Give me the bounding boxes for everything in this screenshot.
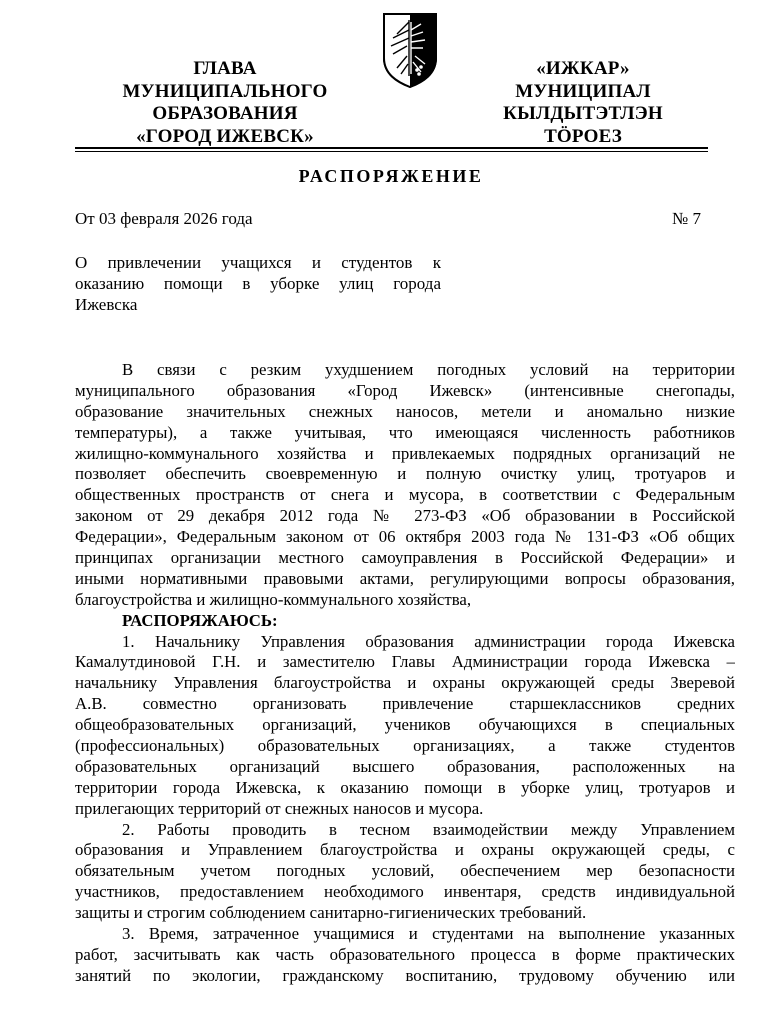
body-line: 1. Начальнику Управления образования администрации города Ижевска xyxy=(122,631,735,651)
document-title: РАСПОРЯЖЕНИЕ xyxy=(298,166,484,186)
body-line: муниципального образования «Город Ижевск» (интенсивные снегопады, xyxy=(75,380,735,400)
body-line: (профессиональных) образовательных организациях, а также студентов xyxy=(75,736,735,756)
body-line: защиты и строгим соблюдением санитарно-гигиенических требований. xyxy=(75,903,587,923)
body-line: принципах организации местного самоуправления в Российской Федерации» и xyxy=(75,548,735,568)
document-number: № 7 xyxy=(672,209,701,228)
body-line: 2. Работы проводить в тесном взаимодействии между Управлением xyxy=(122,819,735,839)
body-line: Федерации», Федеральным законом от 06 октября 2003 года № 131-ФЗ «Об общих xyxy=(75,527,735,547)
body-line: работ, засчитывать как часть образовательного процесса в форме практических xyxy=(75,944,735,964)
header-right-block xyxy=(478,58,688,148)
body-line: прилегающих территорий от снежных наносов и мусора. xyxy=(75,798,484,818)
header-left-block xyxy=(100,58,350,148)
body-line: А.В. совместно организовать привлечение старшеклассников средних xyxy=(75,694,735,714)
document-subject xyxy=(75,252,441,315)
document-date: От 03 февраля 2026 года xyxy=(75,209,253,228)
decree-heading: РАСПОРЯЖАЮСЬ: xyxy=(122,610,278,630)
subject-line: оказанию помощи в уборке улиц города xyxy=(75,274,441,293)
body-line: образования и Управлением благоустройства и охраны окружающей среды, с xyxy=(75,840,735,860)
subject-line: Ижевска xyxy=(75,295,138,314)
body-line: позволяет обеспечить своевременную и полную очистку улиц, тротуаров и xyxy=(75,464,735,484)
header-right-line: МУНИЦИПАЛ xyxy=(515,80,651,102)
body-line: занятий по экологии, гражданскому воспитанию, трудовому обучению или xyxy=(75,965,735,985)
header-divider-thin xyxy=(75,151,708,152)
header-divider-thick xyxy=(75,147,708,149)
body-line: территории города Ижевска, к оказанию помощи в уборке улиц, тротуаров и xyxy=(75,777,735,797)
body-line: Камалутдиновой Г.Н. и заместителю Главы Администрации города Ижевска – xyxy=(75,652,735,672)
body-line: общественных пространств от снега и мусора, в соответствии с Федеральным xyxy=(75,485,735,505)
body-line: 3. Время, затраченное учащимися и студентами на выполнение указанных xyxy=(122,924,735,944)
header-left-line: ОБРАЗОВАНИЯ xyxy=(152,103,298,124)
header-left-line: МУНИЦИПАЛЬНОГО xyxy=(122,80,328,102)
document-body xyxy=(75,360,735,987)
header-left-line: ГЛАВА xyxy=(193,58,257,79)
body-line: образовательных организаций высшего образования, расположенных на xyxy=(75,756,735,776)
header-right-line: ТӦРОЕЗ xyxy=(544,125,622,147)
body-line: участников, предоставлением необходимого инвентаря, средств индивидуальной xyxy=(75,882,735,902)
body-line: В связи с резким ухудшением погодных условий на территории xyxy=(122,360,735,379)
body-line: законом от 29 декабря 2012 года № 273-ФЗ «Об образовании в Российской xyxy=(75,506,735,526)
body-line: обязательным учетом погодных условий, обеспечением мер безопасности xyxy=(75,861,735,881)
header-left-line: «ГОРОД ИЖЕВСК» xyxy=(136,125,314,147)
city-emblem-icon xyxy=(381,12,439,88)
body-line: температуры), а также учитывая, что имеющаяся численность работников xyxy=(75,422,735,442)
body-line: начальнику Управления благоустройства и охраны окружающей среды Зверевой xyxy=(75,673,735,693)
body-line: благоустройства и жилищно-коммунального хозяйства, xyxy=(75,589,472,609)
header-right-line: «ИЖКАР» xyxy=(536,58,630,79)
header-right-line: КЫЛДЫТЭТЛЭН xyxy=(503,103,663,124)
body-line: образование значительных снежных наносов, метели и аномально низкие xyxy=(75,401,735,421)
body-line: жилищно-коммунального хозяйства и привлекаемых подрядных организаций не xyxy=(75,443,735,463)
subject-line: О привлечении учащихся и студентов к xyxy=(75,253,441,272)
body-line: общеобразовательных организаций, учеников обучающихся в специальных xyxy=(75,715,735,735)
body-line: иными нормативными правовыми актами, регулирующими вопросы образования, xyxy=(75,568,735,588)
